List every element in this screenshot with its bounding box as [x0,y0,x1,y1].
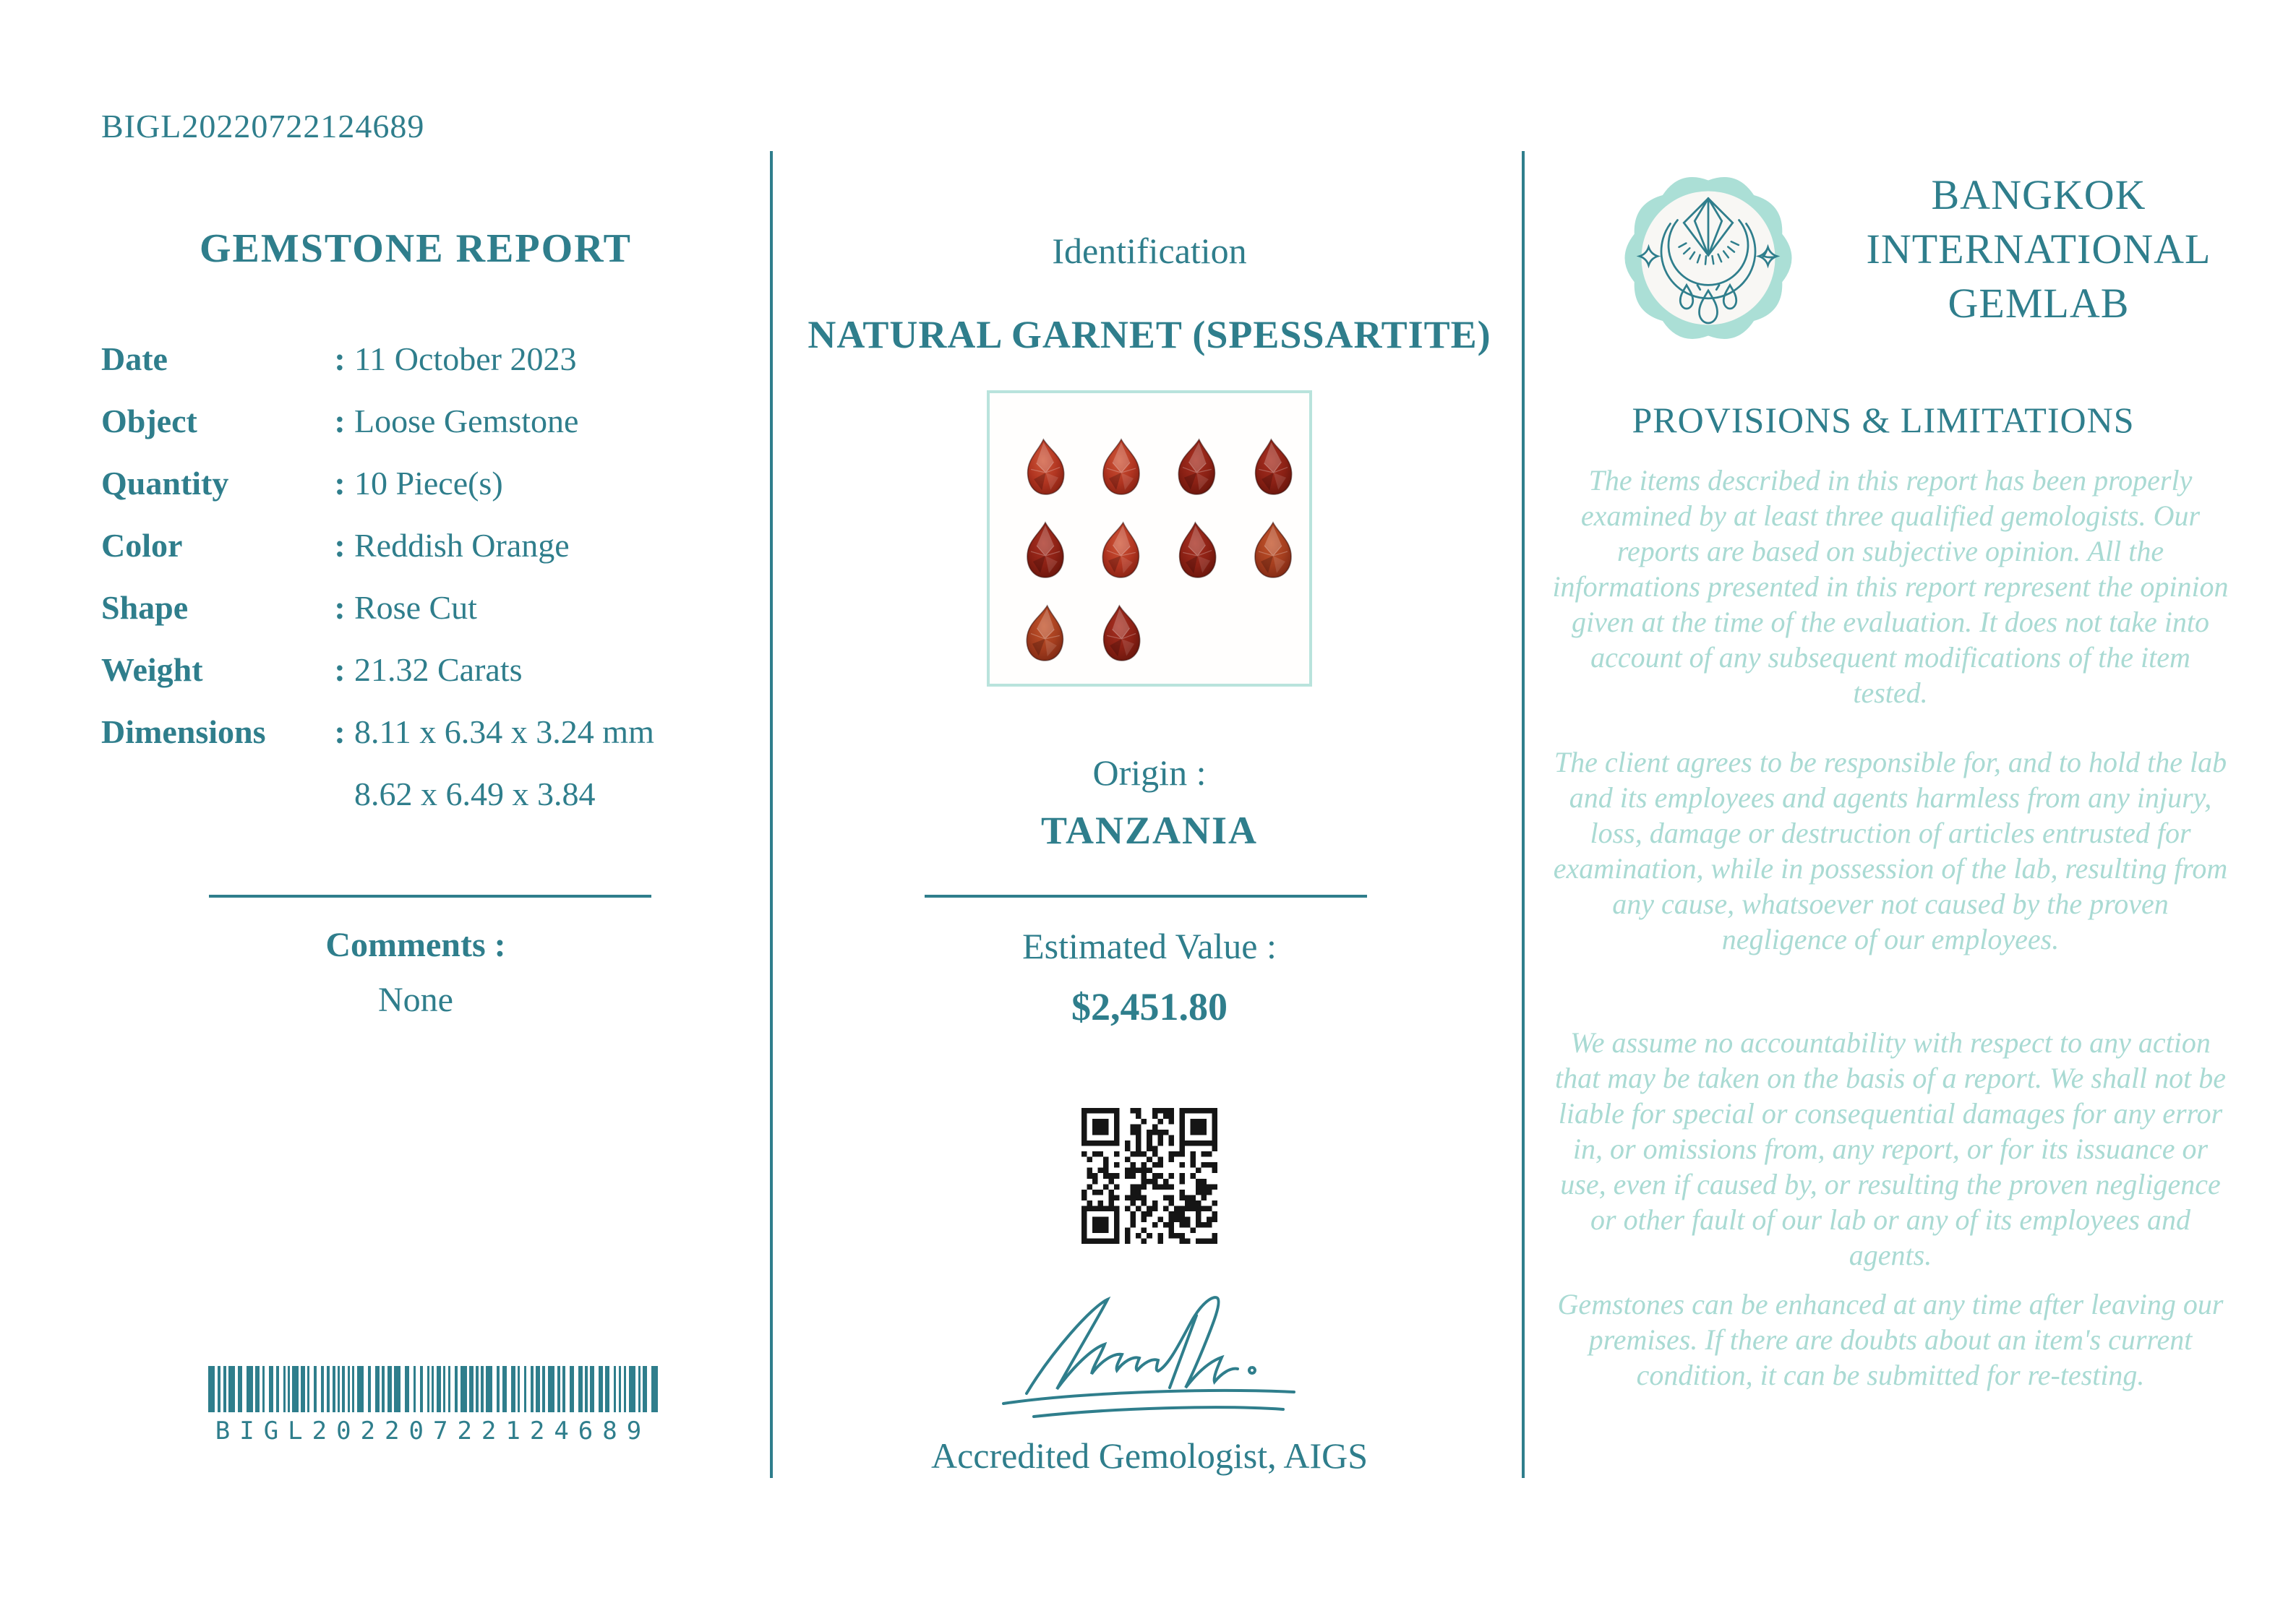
identification-heading: Identification [1052,231,1247,271]
field-label: Quantity [101,465,229,502]
field-row-dimensions [101,713,737,775]
barcode-bars [208,1366,658,1412]
origin-value: TANZANIA [1040,809,1259,852]
field-label: Dimensions [101,713,266,750]
gemstone-photo [987,390,1312,687]
field-colon: : [334,589,346,626]
value-divider [925,895,1367,898]
field-value: 21.32 Carats [354,651,523,688]
gemstone [1101,604,1141,661]
field-colon: : [334,465,346,502]
report-title: GEMSTONE REPORT [200,226,632,271]
gemstone [1025,604,1065,661]
field-value: 11 October 2023 [354,340,577,377]
report-fields [101,340,737,837]
lab-name-line1: BANGKOK [1931,171,2146,218]
comments-label: Comments : [325,926,506,964]
field-value: Rose Cut [354,589,477,626]
field-label: Weight [101,651,203,688]
field-colon: : [334,651,346,688]
origin-label: Origin : [1092,752,1207,793]
comments-value: None [378,981,453,1019]
certificate-number: BIGL20220722124689 [101,108,425,145]
field-label: Color [101,527,183,564]
provisions-heading: PROVISIONS & LIMITATIONS [1632,400,2135,440]
gemstone [1177,438,1217,495]
field-row-object [101,402,737,464]
provision-paragraph-1: The items described in this report has been properly examined by at least three qualified gemologists. Our reports are based on subjective opinion. All the informations presented in this report represent the opinion given at the time of the evaluation. It does not take into account of any subsequent modifications of the item tested. [1552,464,2229,709]
provision-paragraph-3: We assume no accountability with respect to any action that may be taken on the basis of a report. We shall not be liable for special or consequential damages for any error in, or omissions from, any report, or for its issuance or use, even if caused by, or resulting the proven negligence or other fault of our lab or any of its employees and agents. [1554,1026,2227,1271]
comments-divider [209,895,651,898]
field-label: Object [101,403,197,439]
field-colon: : [334,403,346,439]
gemstone [1177,521,1217,578]
field-label: Date [101,340,168,377]
estimated-value-label: Estimated Value : [1022,926,1277,966]
field-value: Loose Gemstone [354,403,579,439]
field-row-weight [101,650,737,713]
gemstone [1101,521,1141,578]
field-colon: : [334,527,346,564]
gemstone [1253,438,1293,495]
gemstone [1027,523,1063,577]
barcode [208,1366,658,1445]
gemstone [1025,438,1065,495]
field-label: Shape [101,589,189,626]
lab-logo [1618,165,1799,351]
provision-paragraph-2: The client agrees to be responsible for, and to hold the lab and its employees and agents harmless from any injury, loss, damage or destruction of articles entrusted for examination, while in possession of the lab, resulting from any cause, whatsoever not caused by the proven negligence of our employees. [1553,746,2228,955]
qr-code [1080,1108,1219,1244]
column-divider-left [770,151,773,1478]
provision-paragraph-4: Gemstones can be enhanced at any time after leaving our premises. If there are doubts about an item's current condition, it can be submitted for re-testing. [1557,1288,2224,1391]
field-value: 8.11 x 6.34 x 3.24 mm [354,713,654,750]
gemstones-image [990,393,1309,684]
field-value: 8.62 x 6.49 x 3.84 [354,776,596,812]
gemologist-title: Accredited Gemologist, AIGS [930,1435,1368,1476]
field-colon: : [334,713,346,750]
field-row-dimensions-extra [101,775,737,837]
field-value: 10 Piece(s) [354,465,503,502]
field-value: Reddish Orange [354,527,570,564]
lab-name-line3: GEMLAB [1948,280,2130,327]
signature [983,1286,1323,1435]
identification-result: NATURAL GARNET (SPESSARTITE) [808,313,1491,356]
lab-name [1829,168,2248,330]
lab-name-line2: INTERNATIONAL [1866,225,2211,272]
barcode-text: BIGL20220722124689 [215,1417,651,1445]
field-row-shape [101,588,737,650]
field-row-color [101,526,737,588]
field-row-quantity [101,464,737,526]
field-row-date [101,340,737,402]
gemstone [1255,523,1291,577]
estimated-value-amount: $2,451.80 [1071,985,1228,1028]
gemstone [1103,439,1139,494]
column-divider-right [1522,151,1525,1478]
field-colon: : [334,340,346,377]
